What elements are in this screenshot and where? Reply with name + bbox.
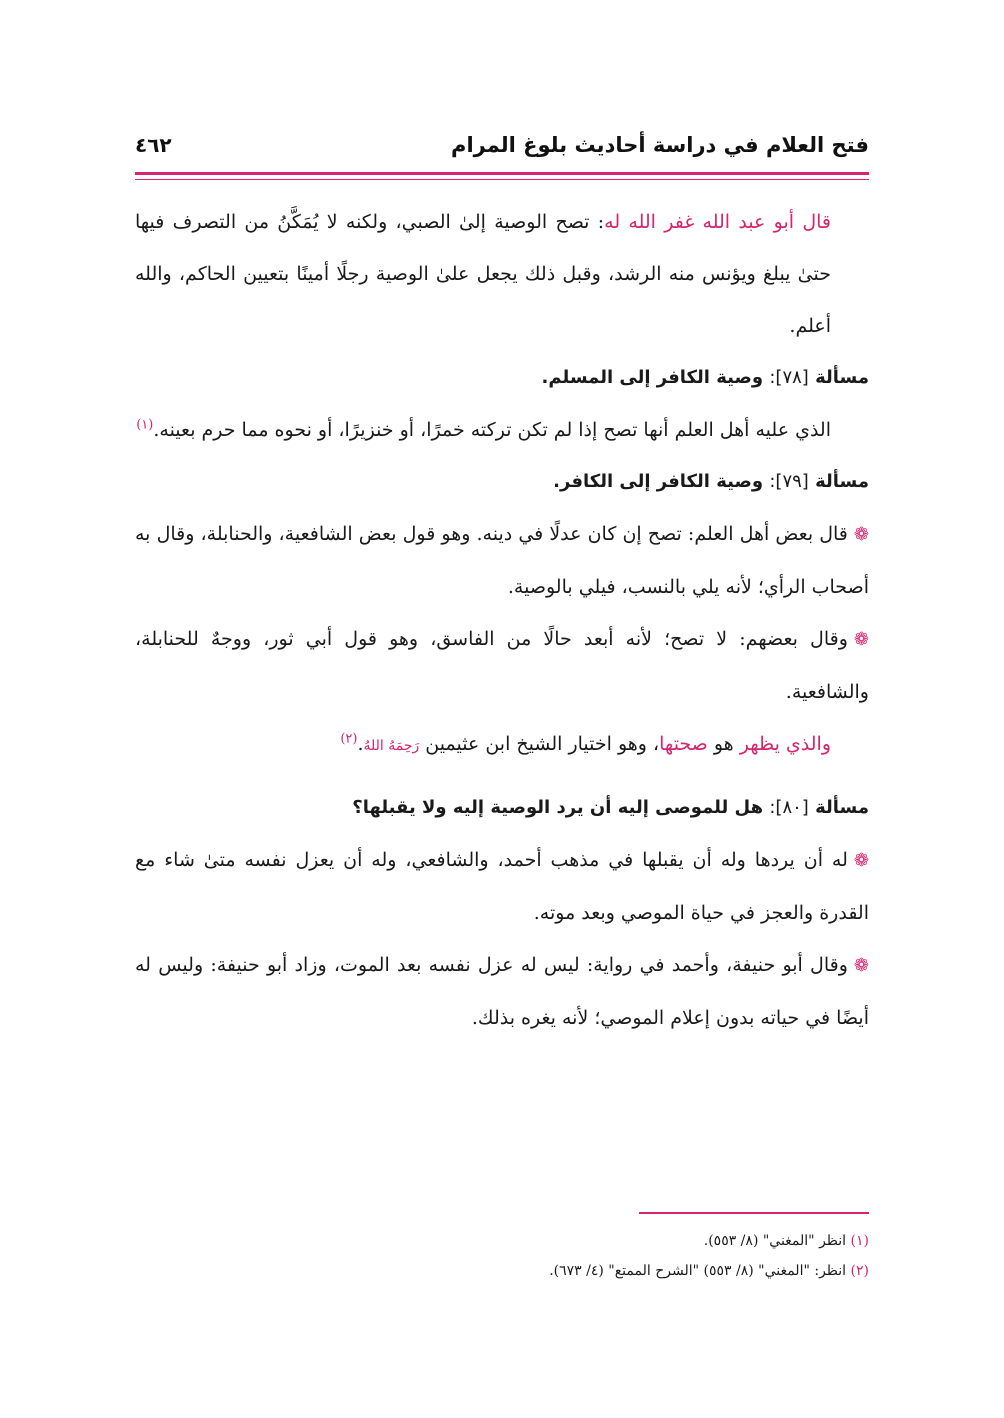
- footnote-1-text: انظر "المغني" (٨/ ٥٥٣).: [703, 1233, 851, 1249]
- flower-bullet-icon: ❁: [853, 850, 869, 871]
- issue-78-heading: [135, 352, 869, 404]
- flower-bullet-icon: ❁: [853, 955, 869, 976]
- preferred-connector: هو: [707, 733, 740, 755]
- footnote-2: [135, 1256, 869, 1286]
- issue-80-title: هل للموصى إليه أن يرد الوصية إليه ولا يقبلها؟: [352, 797, 764, 818]
- footnote-separator: [639, 1212, 869, 1214]
- flower-bullet-icon: ❁: [853, 629, 869, 650]
- issue-79-opinion-2: [135, 613, 869, 718]
- spacer: [135, 772, 869, 782]
- issue-79-opinion-1-text: قال بعض أهل العلم: تصح إن كان عدلًا في دينه. وهو قول بعض الشافعية، والحنابلة، وقال به أصحاب الرأي؛ لأنه يلي بالنسب، فيلي بالوصية.: [135, 523, 869, 598]
- issue-78-paragraph: [135, 404, 869, 456]
- footnotes: [135, 1226, 869, 1286]
- running-title: فتح العلام في دراسة أحاديث بلوغ المرام: [451, 133, 869, 157]
- issue-78-number: [٧٨]:: [769, 367, 809, 388]
- issue-80-heading: [135, 782, 869, 834]
- issue-79-label: مسألة: [815, 471, 869, 492]
- footnote-1-number: (١): [850, 1233, 869, 1249]
- issue-79-heading: [135, 456, 869, 508]
- page-header: [135, 128, 869, 162]
- issue-80-opinion-2-text: وقال أبو حنيفة، وأحمد في رواية: ليس له عزل نفسه بعد الموت، وزاد أبو حنيفة: وليس له أيضًا في حياته بدون إعلام الموصي؛ لأنه يغره بذلك.: [135, 954, 869, 1029]
- footnote-ref-1[interactable]: (١): [136, 417, 154, 433]
- issue-78-text: الذي عليه أهل العلم أنها تصح إذا لم تكن تركته خمرًا، أو خنزيرًا، أو نحوه مما حرم بعينه.: [153, 419, 831, 441]
- footnote-2-number: (٢): [850, 1263, 869, 1279]
- issue-78-label: مسألة: [815, 367, 869, 388]
- header-rule-thick: [135, 172, 869, 175]
- issue-79-opinion-2-text: وقال بعضهم: لا تصح؛ لأنه أبعد حالًا من الفاسق، وهو قول أبي ثور، ووجهٌ للحنابلة، والشافعية.: [135, 628, 869, 703]
- issue-78-title: وصية الكافر إلى المسلم.: [541, 367, 764, 388]
- issue-79-title: وصية الكافر إلى الكافر.: [553, 471, 764, 492]
- author-name: قال أبو عبد الله غفر الله له: [604, 211, 831, 233]
- page-body: [135, 196, 869, 1044]
- paragraph-author-opinion: [135, 196, 869, 352]
- preferred-period: .: [357, 733, 364, 755]
- preferred-phrase: والذي يظهر: [739, 733, 831, 755]
- page-number: ٤٦٢: [135, 133, 172, 157]
- footnote-1: [135, 1226, 869, 1256]
- issue-79-preferred: [135, 718, 869, 772]
- issue-80-opinion-1-text: له أن يردها وله أن يقبلها في مذهب أحمد، والشافعي، وله أن يعزل نفسه متىٰ شاء مع القدرة والعجز في حياة الموصي وبعد موته.: [135, 849, 869, 924]
- preferred-ruling: صحتها: [659, 733, 708, 755]
- author-opinion-text: : تصح الوصية إلىٰ الصبي، ولكنه لا يُمَكَّنُ من التصرف فيها حتىٰ يبلغ ويؤنس منه الرشد، وقبل ذلك يجعل علىٰ الوصية رجلًا أمينًا بتعيين الحاكم، والله أعلم.: [135, 211, 831, 337]
- issue-80-number: [٨٠]:: [769, 797, 809, 818]
- honorific: رَحِمَهُ اللهُ: [363, 738, 420, 754]
- issue-80-label: مسألة: [815, 797, 869, 818]
- issue-79-number: [٧٩]:: [769, 471, 809, 492]
- issue-80-opinion-1: [135, 834, 869, 939]
- header-rule-thin: [135, 179, 869, 180]
- issue-79-opinion-1: [135, 508, 869, 613]
- preferred-source: ، وهو اختيار الشيخ ابن عثيمين: [419, 733, 660, 755]
- footnote-ref-2[interactable]: (٢): [340, 731, 358, 747]
- footnote-2-text: انظر: "المغني" (٨/ ٥٥٣) "الشرح الممتع" (٤/ ٦٧٣).: [549, 1263, 851, 1279]
- flower-bullet-icon: ❁: [853, 524, 869, 545]
- issue-80-opinion-2: [135, 939, 869, 1044]
